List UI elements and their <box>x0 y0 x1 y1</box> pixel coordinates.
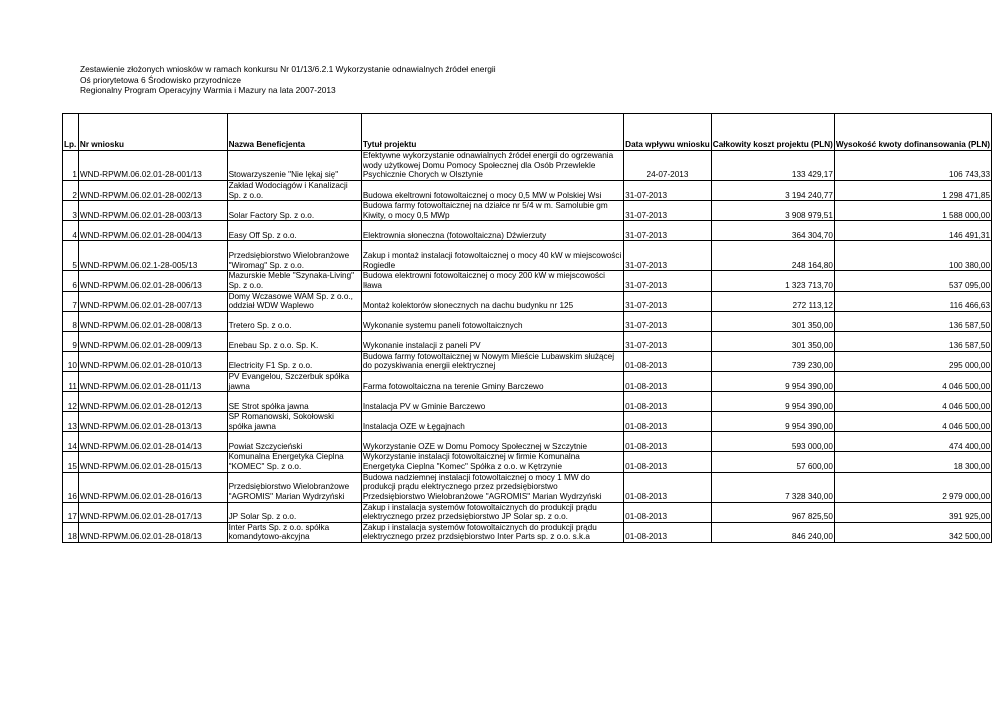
cell-data: 01-08-2013 <box>624 392 712 412</box>
cell-tytul: Zakup i instalacja systemów fotowoltaicznych do produkcji prądu elektrycznego przez przdsiębiorstwo Inter Parts sp. z o.o. s.k.a <box>361 522 623 542</box>
cell-koszt: 57 600,00 <box>711 452 834 472</box>
cell-lp: 17 <box>63 502 79 522</box>
cell-nr: WND-RPWM.06.02.01-28-006/13 <box>78 271 227 291</box>
table-row <box>63 412 992 432</box>
cell-beneficjent: Electricity F1 Sp. z o.o. <box>227 351 361 371</box>
table-header-row <box>63 114 992 151</box>
cell-nr: WND-RPWM.06.02.01-28-001/13 <box>78 151 227 181</box>
cell-beneficjent: Inter Parts Sp. z o.o. spółka komandytowo-akcyjna <box>227 522 361 542</box>
cell-data: 01-08-2013 <box>624 502 712 522</box>
table-row <box>63 392 992 412</box>
cell-lp: 7 <box>63 291 79 311</box>
cell-dofinansowanie: 136 587,50 <box>834 331 991 351</box>
cell-koszt: 9 954 390,00 <box>711 392 834 412</box>
cell-nr: WND-RPWM.06.02.01-28-010/13 <box>78 351 227 371</box>
cell-lp: 18 <box>63 522 79 542</box>
cell-data: 01-08-2013 <box>624 432 712 452</box>
cell-dofinansowanie: 100 380,00 <box>834 241 991 271</box>
col-header-lp: Lp. <box>63 114 79 151</box>
cell-lp: 13 <box>63 412 79 432</box>
table-row <box>63 331 992 351</box>
table-row <box>63 432 992 452</box>
cell-data: 31-07-2013 <box>624 311 712 331</box>
col-header-koszt: Całkowity koszt projektu (PLN) <box>711 114 834 151</box>
table-row <box>63 201 992 221</box>
cell-nr: WND-RPWM.06.02.01-28-012/13 <box>78 392 227 412</box>
cell-lp: 11 <box>63 371 79 391</box>
table-row <box>63 271 992 291</box>
cell-beneficjent: Mazurskie Meble "Szynaka-Living" Sp. z o.o. <box>227 271 361 291</box>
cell-data: 31-07-2013 <box>624 291 712 311</box>
cell-koszt: 301 350,00 <box>711 331 834 351</box>
cell-koszt: 967 825,50 <box>711 502 834 522</box>
cell-nr: WND-RPWM.06.02.01-28-004/13 <box>78 221 227 241</box>
cell-nr: WND-RPWM.06.02.01-28-018/13 <box>78 522 227 542</box>
cell-beneficjent: Zakład Wodociągów i Kanalizacji Sp. z o.o. <box>227 181 361 201</box>
cell-nr: WND-RPWM.06.02.01-28-003/13 <box>78 201 227 221</box>
cell-tytul: Montaż kolektorów słonecznych na dachu budynku nr 125 <box>361 291 623 311</box>
cell-dofinansowanie: 295 000,00 <box>834 351 991 371</box>
cell-nr: WND-RPWM.06.02.01-28-002/13 <box>78 181 227 201</box>
cell-lp: 4 <box>63 221 79 241</box>
cell-lp: 3 <box>63 201 79 221</box>
cell-beneficjent: SE Strot spółka jawna <box>227 392 361 412</box>
cell-nr: WND-RPWM.06.02.01-28-008/13 <box>78 311 227 331</box>
cell-tytul: Wykorzystanie OZE w Domu Pomocy Społecznej w Szczytnie <box>361 432 623 452</box>
table-row <box>63 291 992 311</box>
cell-tytul: Budowa ekeltrowni fotowoltaicznej o mocy 0,5 MW w Polskiej Wsi <box>361 181 623 201</box>
cell-beneficjent: Solar Factory Sp. z o.o. <box>227 201 361 221</box>
header-priority-axis: Oś priorytetowa 6 Środowisko przyrodnicze <box>80 74 242 85</box>
cell-lp: 14 <box>63 432 79 452</box>
table-row <box>63 371 992 391</box>
cell-dofinansowanie: 537 095,00 <box>834 271 991 291</box>
col-header-nr: Nr wniosku <box>78 114 227 151</box>
cell-tytul: Budowa nadziemnej instalacji fotowoltaicznej o mocy 1 MW do produkcji prądu elektrycznego przez przedsiębiorstwo Przedsiębiorstwo Wielobranżowe "AGROMIS" Marian Wydrzyński <box>361 472 623 502</box>
cell-koszt: 272 113,12 <box>711 291 834 311</box>
cell-nr: WND-RPWM.06.02.01-28-016/13 <box>78 472 227 502</box>
cell-dofinansowanie: 116 466,63 <box>834 291 991 311</box>
table-row <box>63 452 992 472</box>
cell-tytul: Efektywne wykorzystanie odnawialnych źródeł energii do ogrzewania wody użytkowej Domu Pomocy Społecznej dla Osób Przewlekle Psychicznie Chorych w Olsztynie <box>361 151 623 181</box>
cell-dofinansowanie: 4 046 500,00 <box>834 392 991 412</box>
cell-nr: WND-RPWM.06.02.01-28-015/13 <box>78 452 227 472</box>
header-title: Zestawienie złożonych wniosków w ramach konkursu Nr 01/13/6.2.1 Wykorzystanie odnawialnych źródeł energii <box>80 64 496 74</box>
cell-koszt: 9 954 390,00 <box>711 412 834 432</box>
cell-tytul: Wykonanie systemu paneli fotowoltaicznych <box>361 311 623 331</box>
cell-dofinansowanie: 1 588 000,00 <box>834 201 991 221</box>
cell-nr: WND-RPWM.06.02.01-28-014/13 <box>78 432 227 452</box>
table-row <box>63 522 992 542</box>
cell-koszt: 593 000,00 <box>711 432 834 452</box>
cell-beneficjent: Domy Wczasowe WAM Sp. z o.o., oddział WDW Waplewo <box>227 291 361 311</box>
cell-beneficjent: Stowarzyszenie "Nie lękaj się" <box>227 151 361 181</box>
cell-koszt: 739 230,00 <box>711 351 834 371</box>
cell-lp: 6 <box>63 271 79 291</box>
table-row <box>63 151 992 181</box>
table-row <box>63 351 992 371</box>
cell-dofinansowanie: 1 298 471,85 <box>834 181 991 201</box>
table-row <box>63 221 992 241</box>
cell-data: 24-07-2013 <box>624 151 712 181</box>
cell-beneficjent: SP Romanowski, Sokołowski spółka jawna <box>227 412 361 432</box>
cell-nr: WND-RPWM.06.02.01-28-007/13 <box>78 291 227 311</box>
cell-data: 31-07-2013 <box>624 241 712 271</box>
col-header-data: Data wpływu wniosku <box>624 114 712 151</box>
cell-data: 31-07-2013 <box>624 271 712 291</box>
cell-koszt: 1 323 713,70 <box>711 271 834 291</box>
cell-nr: WND-RPWM.06.02.01-28-009/13 <box>78 331 227 351</box>
table-row <box>63 241 992 271</box>
cell-beneficjent: Przedsiębiorstwo Wielobranżowe "Wiromag" Sp. z o.o. <box>227 241 361 271</box>
cell-tytul: Instalacja OZE w Łęgajnach <box>361 412 623 432</box>
cell-tytul: Budowa elektrowni fotowoltaicznej o mocy 200 kW w miejscowości Iława <box>361 271 623 291</box>
cell-koszt: 3 194 240,77 <box>711 181 834 201</box>
cell-dofinansowanie: 146 491,31 <box>834 221 991 241</box>
cell-koszt: 301 350,00 <box>711 311 834 331</box>
cell-lp: 2 <box>63 181 79 201</box>
cell-koszt: 846 240,00 <box>711 522 834 542</box>
document-header <box>80 64 496 96</box>
cell-koszt: 364 304,70 <box>711 221 834 241</box>
cell-koszt: 133 429,17 <box>711 151 834 181</box>
applications-table <box>62 113 992 543</box>
cell-data: 01-08-2013 <box>624 472 712 502</box>
cell-koszt: 9 954 390,00 <box>711 371 834 391</box>
col-header-tytul: Tytuł projektu <box>361 114 623 151</box>
cell-tytul: Farma fotowoltaiczna na terenie Gminy Barczewo <box>361 371 623 391</box>
col-header-dofinansowanie: Wysokość kwoty dofinansowania (PLN) <box>834 114 991 151</box>
cell-beneficjent: JP Solar Sp. z o.o. <box>227 502 361 522</box>
cell-data: 01-08-2013 <box>624 351 712 371</box>
cell-lp: 12 <box>63 392 79 412</box>
cell-lp: 5 <box>63 241 79 271</box>
cell-data: 31-07-2013 <box>624 201 712 221</box>
cell-data: 01-08-2013 <box>624 452 712 472</box>
cell-beneficjent: Enebau Sp. z o.o. Sp. K. <box>227 331 361 351</box>
cell-lp: 1 <box>63 151 79 181</box>
cell-data: 31-07-2013 <box>624 331 712 351</box>
table-row <box>63 311 992 331</box>
cell-dofinansowanie: 4 046 500,00 <box>834 412 991 432</box>
cell-data: 31-07-2013 <box>624 221 712 241</box>
cell-lp: 9 <box>63 331 79 351</box>
cell-lp: 8 <box>63 311 79 331</box>
header-program: Regionalny Program Operacyjny Warmia i Mazury na lata 2007-2013 <box>80 85 336 95</box>
cell-lp: 16 <box>63 472 79 502</box>
cell-nr: WND-RPWM.06.02.01-28-011/13 <box>78 371 227 391</box>
cell-beneficjent: Powiat Szczycieński <box>227 432 361 452</box>
cell-data: 01-08-2013 <box>624 371 712 391</box>
cell-dofinansowanie: 4 046 500,00 <box>834 371 991 391</box>
cell-dofinansowanie: 342 500,00 <box>834 522 991 542</box>
cell-tytul: Wykorzystanie instalacji fotowoltaicznej w firmie Komunalna Energetyka Cieplna "Komec" Spółka z o.o. w Kętrzynie <box>361 452 623 472</box>
cell-data: 31-07-2013 <box>624 181 712 201</box>
cell-nr: WND-RPWM.06.02.01-28-013/13 <box>78 412 227 432</box>
table-row <box>63 472 992 502</box>
cell-dofinansowanie: 106 743,33 <box>834 151 991 181</box>
cell-tytul: Zakup i montaż instalacji fotowoltaicznej o mocy 40 kW w miejscowości Rogiedle <box>361 241 623 271</box>
cell-dofinansowanie: 18 300,00 <box>834 452 991 472</box>
cell-data: 01-08-2013 <box>624 412 712 432</box>
cell-dofinansowanie: 136 587,50 <box>834 311 991 331</box>
cell-dofinansowanie: 474 400,00 <box>834 432 991 452</box>
cell-tytul: Elektrownia słoneczna (fotowoltaiczna) Dźwierzuty <box>361 221 623 241</box>
cell-beneficjent: Przedsiębiorstwo Wielobranżowe "AGROMIS" Marian Wydrzyński <box>227 472 361 502</box>
cell-beneficjent: PV Evangelou, Szczerbuk spółka jawna <box>227 371 361 391</box>
cell-data: 01-08-2013 <box>624 522 712 542</box>
cell-tytul: Instalacja PV w Gminie Barczewo <box>361 392 623 412</box>
table-row <box>63 502 992 522</box>
cell-koszt: 7 328 340,00 <box>711 472 834 502</box>
table-row <box>63 181 992 201</box>
cell-nr: WND-RPWM.06.02.1-28-005/13 <box>78 241 227 271</box>
cell-dofinansowanie: 391 925,00 <box>834 502 991 522</box>
cell-tytul: Budowa farmy fotowoltaicznej na działce nr 5/4 w m. Samolubie gm Kiwity, o mocy 0,5 MWp <box>361 201 623 221</box>
col-header-beneficjent: Nazwa Beneficjenta <box>227 114 361 151</box>
cell-beneficjent: Komunalna Energetyka Cieplna "KOMEC" Sp. z o.o. <box>227 452 361 472</box>
cell-beneficjent: Easy Off Sp. z o.o. <box>227 221 361 241</box>
cell-tytul: Budowa farmy fotowoltaicznej w Nowym Mieście Lubawskim służącej do pozyskiwania energii elektrycznej <box>361 351 623 371</box>
cell-lp: 10 <box>63 351 79 371</box>
cell-nr: WND-RPWM.06.02.01-28-017/13 <box>78 502 227 522</box>
cell-koszt: 3 908 979,51 <box>711 201 834 221</box>
cell-dofinansowanie: 2 979 000,00 <box>834 472 991 502</box>
cell-tytul: Zakup i instalacja systemów fotowoltaicznych do produkcji prądu elektrycznego przez przedsiębiorstwo JP Solar sp. z o.o. <box>361 502 623 522</box>
cell-koszt: 248 164,80 <box>711 241 834 271</box>
cell-tytul: Wykonanie instalacji z paneli PV <box>361 331 623 351</box>
cell-lp: 15 <box>63 452 79 472</box>
cell-beneficjent: Tretero Sp. z o.o. <box>227 311 361 331</box>
